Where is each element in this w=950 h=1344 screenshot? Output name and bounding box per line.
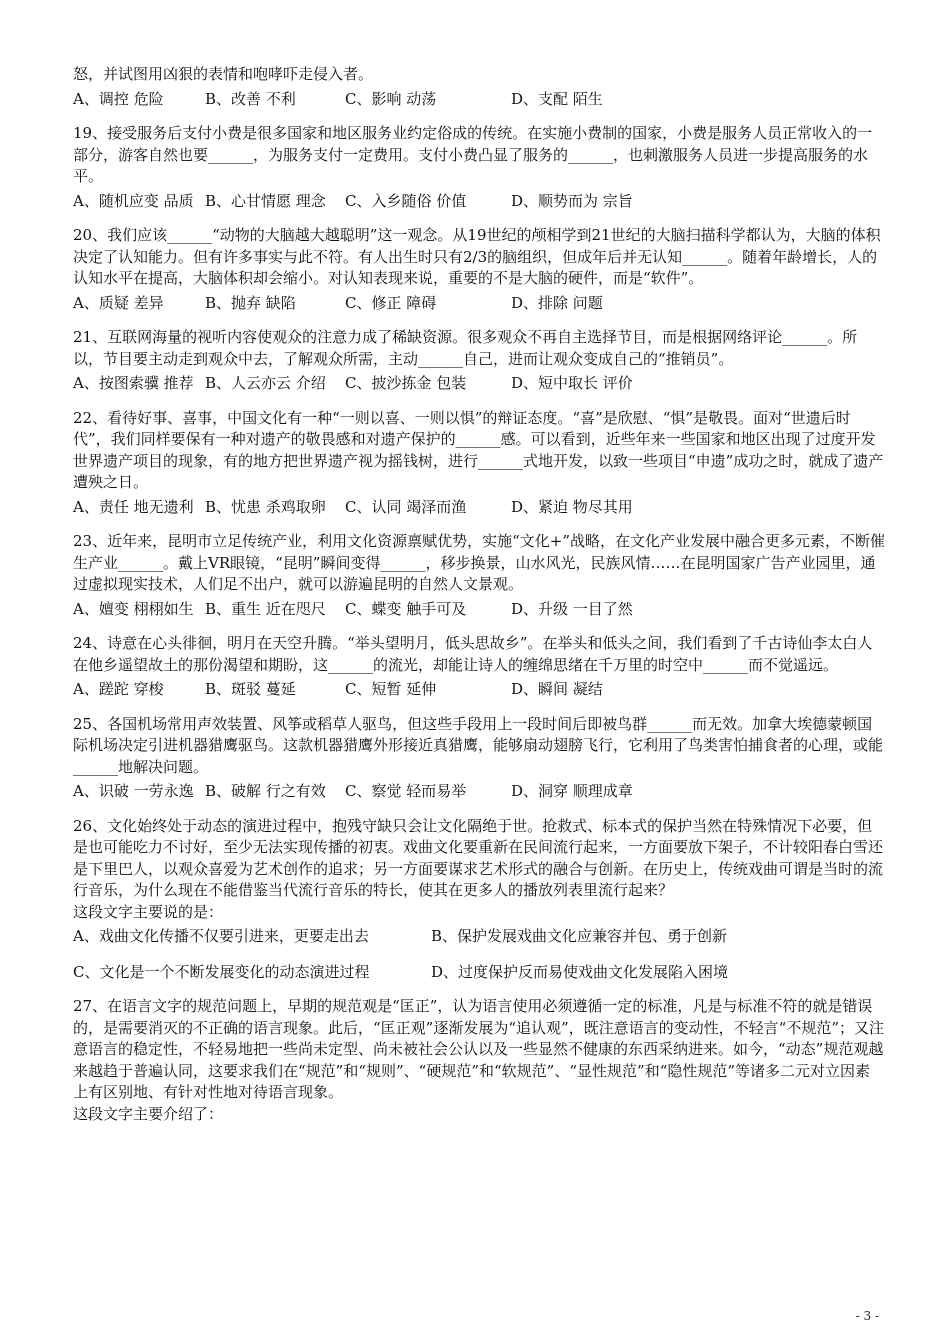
option-d[interactable]: D、排除 问题 (511, 293, 603, 312)
question-text: 19、接受服务后支付小费是很多国家和地区服务业约定俗成的传统。在实施小费制的国家，小费是服务人员正常收入的一部分，游客自然也要______，为服务支付一定费用。支付小费凸显了服务的______，也刺激服务人员进一步提高服务的水平。 (73, 124, 873, 185)
question-26 (73, 816, 885, 984)
page-number: - 3 - (855, 1309, 879, 1323)
option-b[interactable]: B、重生 近在咫尺 (205, 599, 326, 618)
question-19 (73, 123, 885, 212)
question-prompt: 这段文字主要说的是： (73, 902, 224, 921)
option-d[interactable]: D、紧迫 物尽其用 (511, 497, 633, 516)
option-d[interactable]: D、升级 一目了然 (511, 599, 633, 618)
question-text: 21、互联网海量的视听内容使观众的注意力成了稀缺资源。很多观众不再自主选择节目，而是根据网络评论______。所以，节目要主动走到观众中去，了解观众所需，主动______自己，进而让观众变成自己的“推销员”。 (73, 328, 858, 368)
question-18-tail (73, 64, 885, 110)
options-row (73, 293, 885, 315)
option-a[interactable]: A、嬗变 栩栩如生 (73, 599, 194, 618)
option-a[interactable]: A、随机应变 品质 (73, 191, 194, 210)
question-text: 27、在语言文字的规范问题上，早期的规范观是“匡正”，认为语言使用必须遵循一定的标准，凡是与标准不符的就是错误的，是需要消灭的不正确的语言现象。此后，“匡正观”逐渐发展为“追认观”，既注意语言的变动性，不轻言“不规范”；又注意语言的稳定性，不轻易地把一些尚未定型、尚未被社会公认以及一些显然不健康的东西采纳进来。如今，“动态”规范观越来越趋于普遍认同，这要求我们在“规范”和“规则”、“硬规范”和“软规范”、“显性规范”和“隐性规范”等诸多二元对立因素上有区别地、有针对性地对待语言现象。 (73, 997, 885, 1101)
options-row (73, 599, 885, 621)
options-row (73, 191, 885, 213)
option-a[interactable]: A、责任 地无遗利 (73, 497, 194, 516)
option-a[interactable]: A、识破 一劳永逸 (73, 782, 194, 800)
question-prompt: 这段文字主要介绍了： (73, 1104, 224, 1123)
question-20 (73, 225, 885, 314)
options-row (73, 781, 885, 803)
question-text: 怒，并试图用凶狠的表情和咆哮吓走侵入者。 (73, 65, 374, 83)
question-text: 22、看待好事、喜事，中国文化有一种“一则以喜、一则以惧”的辩证态度。“喜”是欣慰、“惧”是敬畏。面对“世遗后时代”，我们同样要保有一种对遗产的敬畏感和对遗产保护的______感。可以看到，近些年来一些国家和地区出现了过度开发世界遗产项目的现象，有的地方把世界遗产视为摇钱树，进行______式地开发，以致一些项目“申遗”成功之时，就成了遗产遭殃之日。 (73, 408, 884, 491)
option-c[interactable]: C、入乡随俗 价值 (345, 191, 467, 210)
option-c[interactable]: C、短暂 延伸 (345, 680, 437, 698)
options-row (73, 497, 885, 519)
option-d[interactable]: D、短中取长 评价 (511, 374, 633, 392)
option-b[interactable]: B、保护发展戏曲文化应兼容并包、勇于创新 (431, 927, 728, 945)
option-a[interactable]: A、调控 危险 (73, 89, 164, 108)
option-d[interactable]: D、顺势而为 宗旨 (511, 191, 633, 210)
option-a[interactable]: A、戏曲文化传播不仅要引进来，更要走出去 (73, 927, 369, 945)
option-c[interactable]: C、影响 动荡 (345, 89, 437, 108)
question-text: 24、诗意在心头徘徊，明月在天空升腾。“举头望明月，低头思故乡”。在举头和低头之间，我们看到了千古诗仙李太白人在他乡遥望故土的那份渴望和期盼，这______的流光，却能让诗人的缠绵思绪在千万里的时空中______而不觉遥远。 (73, 634, 873, 674)
option-b[interactable]: B、抛弃 缺陷 (205, 293, 296, 312)
options-row (73, 962, 885, 984)
option-c[interactable]: C、蝶变 触手可及 (345, 599, 467, 618)
option-a[interactable]: A、蹉跎 穿梭 (73, 680, 164, 698)
question-21 (73, 327, 885, 395)
question-24 (73, 633, 885, 701)
option-b[interactable]: B、斑驳 蔓延 (205, 680, 296, 698)
option-b[interactable]: B、人云亦云 介绍 (205, 374, 326, 392)
option-c[interactable]: C、察觉 轻而易举 (345, 782, 467, 800)
option-b[interactable]: B、改善 不利 (205, 89, 296, 108)
question-text: 23、近年来，昆明市立足传统产业，利用文化资源禀赋优势，实施“文化+”战略，在文化产业发展中融合更多元素，不断催生产业______。戴上VR眼镜，“昆明”瞬间变得______，移步换景，山水风光，民族风情……在昆明国家广告产业园里，通过虚拟现实技术，人们足不出户，就可以游遍昆明的自然人文景观。 (73, 532, 885, 593)
option-c[interactable]: C、文化是一个不断发展变化的动态演进过程 (73, 962, 370, 981)
options-row (73, 679, 885, 701)
option-c[interactable]: C、披沙拣金 包装 (345, 374, 467, 392)
question-23 (73, 531, 885, 620)
question-text: 25、各国机场常用声效装置、风筝或稻草人驱鸟，但这些手段用上一段时间后即被鸟群______而无效。加拿大埃德蒙顿国际机场决定引进机器猎鹰驱鸟。这款机器猎鹰外形接近真猎鹰，能够扇动翅膀飞行，它利用了鸟类害怕捕食者的心理，或能______地解决问题。 (73, 714, 884, 776)
option-a[interactable]: A、按图索骥 推荐 (73, 374, 194, 392)
option-b[interactable]: B、忧患 杀鸡取卵 (205, 497, 326, 516)
option-d[interactable]: D、洞穿 顺理成章 (511, 782, 633, 800)
option-c[interactable]: C、认同 竭泽而渔 (345, 497, 467, 516)
question-text: 26、文化始终处于动态的演进过程中，抱残守缺只会让文化隔绝于世。抢救式、标本式的保护当然在特殊情况下必要，但是也可能吃力不讨好，至少无法实现传播的初衷。戏曲文化要重新在民间流行起来，一方面要放下架子，不计较阳春白雪还是下里巴人，以观众喜爱为艺术创作的追求；另一方面要谋求艺术形式的融合与创新。在历史上，传统戏曲可谓是当时的流行音乐，为什么现在不能借鉴当代流行音乐的特长，使其在更多人的播放列表里流行起来？ (73, 816, 884, 899)
option-d[interactable]: D、过度保护反而易使戏曲文化发展陷入困境 (431, 962, 729, 981)
question-text: 20、我们应该______“动物的大脑越大越聪明”这一观念。从19世纪的颅相学到21世纪的大脑扫描科学都认为，大脑的体积决定了认知能力。但有许多事实与此不符。有人出生时只有2/3的脑组织，但成年后并无认知______。随着年龄增长，人的认知水平在提高，大脑体积却会缩小。对认知表现来说，重要的不是大脑的硬件，而是“软件”。 (73, 226, 881, 287)
options-row (73, 926, 885, 948)
question-25 (73, 714, 885, 803)
option-c[interactable]: C、修正 障碍 (345, 293, 437, 312)
question-22 (73, 408, 885, 519)
option-a[interactable]: A、质疑 差异 (73, 293, 164, 312)
option-d[interactable]: D、支配 陌生 (511, 89, 603, 108)
options-row (73, 89, 885, 111)
options-row (73, 373, 885, 395)
option-b[interactable]: B、破解 行之有效 (205, 782, 326, 800)
document-page (73, 64, 885, 1125)
option-d[interactable]: D、瞬间 凝结 (511, 680, 603, 698)
question-27 (73, 996, 885, 1125)
option-b[interactable]: B、心甘情愿 理念 (205, 191, 326, 210)
